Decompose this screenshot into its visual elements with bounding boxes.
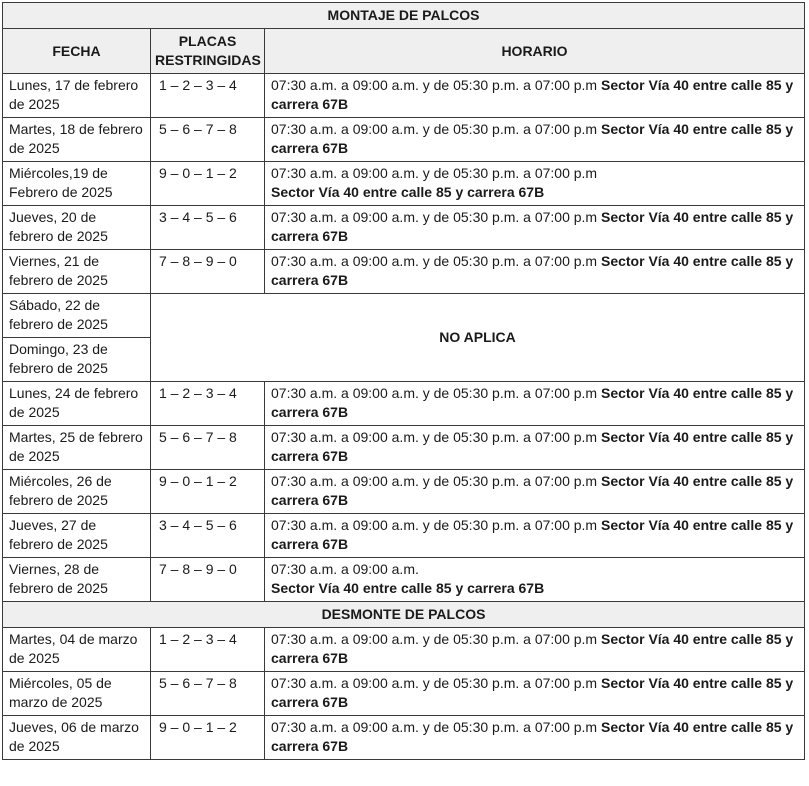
fecha-cell: Lunes, 17 de febrero de 2025	[3, 74, 151, 118]
fecha-cell: Martes, 25 de febrero de 2025	[3, 426, 151, 470]
placas-header-line1: PLACAS	[178, 33, 237, 49]
table-row	[3, 206, 805, 250]
table-row	[3, 514, 805, 558]
placas-cell: 9 – 0 – 1 – 2	[151, 162, 265, 206]
horario-cell	[265, 558, 805, 602]
table-row	[3, 672, 805, 716]
horario-text: 07:30 a.m. a 09:00 a.m. y de 05:30 p.m. a 07:00 p.m	[271, 675, 601, 691]
montaje-section-row	[3, 3, 805, 29]
horario-cell	[265, 716, 805, 760]
horario-cell	[265, 426, 805, 470]
table-row	[3, 250, 805, 294]
horario-cell	[265, 672, 805, 716]
sector-text: Sector Vía 40 entre calle 85 y carrera 67B	[271, 209, 794, 244]
fecha-cell: Sábado, 22 de febrero de 2025	[3, 294, 151, 338]
desmonte-title: DESMONTE DE PALCOS	[3, 602, 805, 628]
horario-cell	[265, 118, 805, 162]
sector-text: Sector Vía 40 entre calle 85 y carrera 67B	[271, 719, 794, 754]
table-row	[3, 118, 805, 162]
sector-text: Sector Vía 40 entre calle 85 y carrera 67B	[271, 184, 545, 200]
horario-text: 07:30 a.m. a 09:00 a.m.	[271, 561, 419, 577]
sector-text: Sector Vía 40 entre calle 85 y carrera 67B	[271, 473, 794, 508]
schedule-table	[2, 2, 805, 760]
fecha-header: FECHA	[3, 29, 151, 74]
horario-cell	[265, 74, 805, 118]
horario-cell	[265, 382, 805, 426]
table-row	[3, 716, 805, 760]
horario-cell	[265, 250, 805, 294]
sector-text: Sector Vía 40 entre calle 85 y carrera 67B	[271, 517, 794, 552]
table-row-sabado	[3, 294, 805, 338]
placas-cell: 1 – 2 – 3 – 4	[151, 628, 265, 672]
table-row	[3, 382, 805, 426]
sector-text: Sector Vía 40 entre calle 85 y carrera 67B	[271, 253, 794, 288]
table-row	[3, 162, 805, 206]
table-row	[3, 470, 805, 514]
horario-text: 07:30 a.m. a 09:00 a.m. y de 05:30 p.m. a 07:00 p.m	[271, 631, 601, 647]
horario-text: 07:30 a.m. a 09:00 a.m. y de 05:30 p.m. a 07:00 p.m	[271, 77, 601, 93]
table-row	[3, 628, 805, 672]
placas-cell: 9 – 0 – 1 – 2	[151, 470, 265, 514]
header-row	[3, 29, 805, 74]
fecha-cell: Jueves, 20 de febrero de 2025	[3, 206, 151, 250]
placas-cell: 1 – 2 – 3 – 4	[151, 74, 265, 118]
sector-text: Sector Vía 40 entre calle 85 y carrera 67B	[271, 385, 794, 420]
fecha-cell: Jueves, 27 de febrero de 2025	[3, 514, 151, 558]
fecha-cell: Domingo, 23 de febrero de 2025	[3, 338, 151, 382]
sector-text: Sector Vía 40 entre calle 85 y carrera 67B	[271, 429, 794, 464]
horario-text: 07:30 a.m. a 09:00 a.m. y de 05:30 p.m. a 07:00 p.m	[271, 253, 601, 269]
table-row	[3, 74, 805, 118]
placas-cell: 5 – 6 – 7 – 8	[151, 426, 265, 470]
fecha-cell: Viernes, 21 de febrero de 2025	[3, 250, 151, 294]
placas-cell: 3 – 4 – 5 – 6	[151, 206, 265, 250]
no-aplica-cell: NO APLICA	[151, 294, 805, 382]
placas-cell: 1 – 2 – 3 – 4	[151, 382, 265, 426]
sector-text: Sector Vía 40 entre calle 85 y carrera 67B	[271, 580, 545, 596]
horario-text: 07:30 a.m. a 09:00 a.m. y de 05:30 p.m. a 07:00 p.m	[271, 209, 601, 225]
horario-text: 07:30 a.m. a 09:00 a.m. y de 05:30 p.m. a 07:00 p.m	[271, 517, 601, 533]
horario-cell	[265, 162, 805, 206]
fecha-cell: Miércoles,19 de Febrero de 2025	[3, 162, 151, 206]
montaje-title: MONTAJE DE PALCOS	[3, 3, 805, 29]
horario-text: 07:30 a.m. a 09:00 a.m. y de 05:30 p.m. a 07:00 p.m	[271, 429, 601, 445]
placas-cell: 7 – 8 – 9 – 0	[151, 250, 265, 294]
fecha-cell: Miércoles, 26 de febrero de 2025	[3, 470, 151, 514]
placas-cell: 3 – 4 – 5 – 6	[151, 514, 265, 558]
horario-text: 07:30 a.m. a 09:00 a.m. y de 05:30 p.m. a 07:00 p.m	[271, 385, 601, 401]
horario-text: 07:30 a.m. a 09:00 a.m. y de 05:30 p.m. a 07:00 p.m	[271, 473, 601, 489]
horario-text: 07:30 a.m. a 09:00 a.m. y de 05:30 p.m. a 07:00 p.m	[271, 719, 601, 735]
sector-text: Sector Vía 40 entre calle 85 y carrera 67B	[271, 121, 794, 156]
fecha-cell: Martes, 04 de marzo de 2025	[3, 628, 151, 672]
placas-cell: 9 – 0 – 1 – 2	[151, 716, 265, 760]
horario-cell	[265, 206, 805, 250]
placas-cell: 7 – 8 – 9 – 0	[151, 558, 265, 602]
placas-header	[151, 29, 265, 74]
table-row	[3, 426, 805, 470]
horario-text: 07:30 a.m. a 09:00 a.m. y de 05:30 p.m. a 07:00 p.m	[271, 165, 598, 181]
fecha-cell: Lunes, 24 de febrero de 2025	[3, 382, 151, 426]
sector-text: Sector Vía 40 entre calle 85 y carrera 67B	[271, 631, 794, 666]
placas-cell: 5 – 6 – 7 – 8	[151, 672, 265, 716]
table-row	[3, 558, 805, 602]
desmonte-section-row	[3, 602, 805, 628]
horario-header: HORARIO	[265, 29, 805, 74]
horario-cell	[265, 470, 805, 514]
fecha-cell: Miércoles, 05 de marzo de 2025	[3, 672, 151, 716]
sector-text: Sector Vía 40 entre calle 85 y carrera 67B	[271, 77, 794, 112]
fecha-cell: Jueves, 06 de marzo de 2025	[3, 716, 151, 760]
placas-header-line2: RESTRINGIDAS	[155, 52, 261, 68]
placas-cell: 5 – 6 – 7 – 8	[151, 118, 265, 162]
fecha-cell: Martes, 18 de febrero de 2025	[3, 118, 151, 162]
sector-text: Sector Vía 40 entre calle 85 y carrera 67B	[271, 675, 794, 710]
horario-text: 07:30 a.m. a 09:00 a.m. y de 05:30 p.m. a 07:00 p.m	[271, 121, 601, 137]
horario-cell	[265, 514, 805, 558]
fecha-cell: Viernes, 28 de febrero de 2025	[3, 558, 151, 602]
horario-cell	[265, 628, 805, 672]
